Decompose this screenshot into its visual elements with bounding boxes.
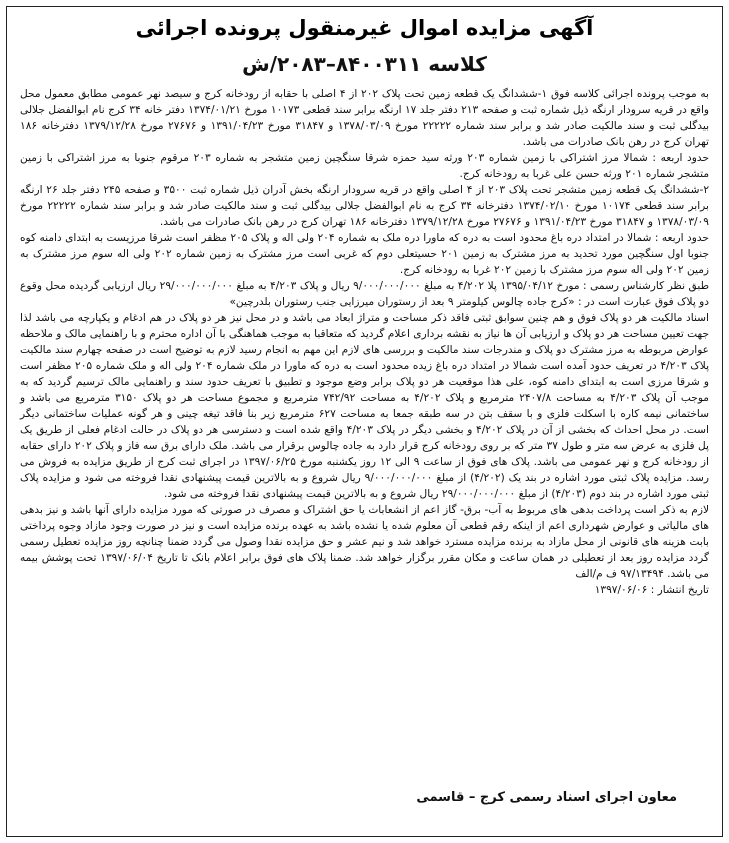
signature: معاون اجرای اسناد رسمی کرج – قاسمی — [416, 790, 677, 805]
case-number: کلاسه ۸۴۰۰۳۱۱–۲۰۸۳/ش — [242, 52, 487, 76]
publication-date: تاریخ انتشار : ۱۳۹۷/۰۶/۰۶ — [594, 584, 709, 596]
paragraph-appraisal: طبق نظر کارشناس رسمی : مورخ ۱۳۹۵/۰۴/۱۲ پلا ۴/۲۰۲ به مبلغ ۹/۰۰۰/۰۰۰/۰۰۰ ریال و پلاک ۴/۲۰۳ به مبلغ ۲۹/۰۰۰/۰۰۰/۰۰۰ ریال ارزیابی گردیده محل وقوع دو پلاک فوق عبارت است در : «کرج جاده چالوس کیلومتر ۹ بعد از رستوران میرزایی جنب رستوران بلدرچین» — [20, 280, 710, 308]
paragraph-conditions: لازم به ذکر است پرداخت بدهی های مربوط به آب- برق- گاز اعم از انشعابات یا حق اشتراک و مصرف در صورتی که مورد مزایده دارای آنها باشد و نیز بدهی های مالیاتی و عوارض شهرداری اعم از اینکه رقم قطعی آن معلوم شده یا نشده باشد به عهده برنده مزایده است و نیز در صورت وجود مازاد وجوه پرداختی بابت هزینه های قانونی از محل مازاد به برنده مزایده مسترد خواهد شد و نیم عشر و حق مزایده نقدا وصول می گردد ضمنا چنانچه روز مزایده تعطیل رسمی گردد مزایده روز بعد از تعطیلی در همان ساعت و مکان مقرر برگزار خواهد شد. ضمنا پلاک های فوق برابر اعلام بانک تا تاریخ ۱۳۹۷/۰۶/۰۴ تحت پوشش بیمه می باشد. ۹۷/۱۳۴۹۴ ف م/الف — [20, 504, 709, 580]
notice-title: آگهی مزایده اموال غیرمنقول پرونده اجرائی — [135, 16, 594, 40]
paragraph-property-one: به موجب پرونده اجرائی کلاسه فوق ۱-ششدانگ یک قطعه زمین تحت پلاک ۲۰۲ از ۴ اصلی با حقابه از رودخانه کرج و سیصد نهر عمومی مطابق معمول محل واقع در قریه سرودار ارنگه ذیل شماره ثبت و صفحه ۲۱۳ دفتر جلد ۱۷ ارنگه برابر سند قطعی ۱۰۱۷۳ مورخ ۱۳۷۴/۰۱/۲۱ دفتر خانه ۳۴ کرج نام ابوالفضل جلالی بیدگلی ثبت و سند مالکیت صادر شد و برابر سند شماره ۲۲۲۲۲ مورخ ۱۳۷۸/۰۳/۰۹ و ۳۱۸۴۷ مورخ ۱۳۹۱/۰۴/۲۳ و ۲۷۶۷۶ مورخ ۱۳۷۹/۱۲/۲۸ دفترخانه ۱۸۶ تهران کرج در رهن بانک صادرات می باشد. — [20, 88, 710, 148]
paragraph-property-two: ۲-ششدانگ یک قطعه زمین متشجر تحت پلاک ۲۰۳ از ۴ اصلی واقع در قریه سرودار ارنگه بخش آدران ذیل شماره ثبت ۳۵۰۰ و صفحه ۲۴۵ دفتر جلد ۲۶ ارنگه برابر سند قطعی ۱۰۱۷۴ مورخ ۱۳۷۴/۰۲/۱۰ دفترخانه ۳۴ کرج به نام ابوالفضل جلالی بیدگلی ثبت و سند مالکیت صادر شد و برابر سند شماره ۲۲۲۲۲ مورخ ۱۳۷۸/۰۳/۰۹ و ۳۱۸۴۷ مورخ ۱۳۹۱/۰۴/۲۳ و ۲۷۶۷۶ مورخ ۱۳۷۹/۱۲/۲۸ دفترخانه ۱۸۶ تهران کرج در رهن بانک صادرات می باشد. — [20, 184, 710, 228]
paragraph-description: اسناد مالکیت هر دو پلاک فوق و هم چنین سوابق ثبتی فاقد ذکر مساحت و متراژ ابعاد می باشد و در محل نیز هر دو پلاک در هم ادغام و یکپارچه می باشد لذا جهت تعیین مساحت هر دو پلاک و ارزیابی آن ها نیاز به نقشه برداری اعلام گردید که متعاقبا به موجب هماهنگی با آن اداره محترم و با راهنمایی مالک و ملاحظه عوارض مربوطه به مرز مشترک دو پلاک و مندرجات سند مالکیت و بررسی های لازم این مهم به انجام رسید لازم به توضیح است در صفحه چهارم سند مالکیت پلاک ۴/۲۰۳ در تعریف حدود آمده است شمالا در امتداد دره باغ زیده محدود است به دره که ماورا در ملک شماره ۲۰۴ ولی اله و ملک شماره ۲۰۵ مظفر است و شرقا مرزی است به ابتدای دامنه کوه، علی هذا موقعیت هر دو پلاک برابر وضع موجود و تطبیق با تعریف حدود سند و راهنمایی مالک ترسیم گردید که به موجب آن پلاک ۴/۲۰۳ به مساحت ۲۴۰۷/۸ مترمربع و پلاک ۴/۲۰۲ به مساحت ۷۴۲/۹۲ مترمربع و مجموع مساحت هر دو پلاک ۳۱۵۰ مترمربع می باشد و ساختمانی نیمه کاره با اسکلت فلزی و با سقف بتن در سه طبقه جمعا به مساحت ۶۲۷ مترمربع زیر بنا فاقد تیغه چینی و هر گونه عملیات ساختمانی دیگر است. در محل احداث که بخشی از آن در پلاک ۴/۲۰۲ و بخشی دیگر در پلاک ۴/۲۰۳ واقع شده است و دسترسی هر دو پلاک در حالت ادغام فعلی از طریق یک پل فلزی به عرض سه متر و طول ۳۷ متر که بر روی رودخانه کرج قرار دارد به جاده چالوس برقرار می باشد. ملک دارای برق سه فاز و پلاک ۲۰۲ دارای حقابه از رودخانه کرج و نهر عمومی می باشد. پلاک های فوق از ساعت ۹ الی ۱۲ روز یکشنبه مورخ ۱۳۹۷/۰۶/۲۵ در اجرای ثبت کرج از طریق مزایده به فروش می رسد. مزایده پلاک ثبتی مورد اشاره در بند یک (۴/۲۰۲) از مبلغ ۹/۰۰۰/۰۰۰/۰۰۰ ریال شروع و به بالاترین قیمت پیشنهادی نقدا فروخته می شود و مزایده پلاک ثبتی مورد اشاره در بند دوم (۴/۲۰۳) از مبلغ ۲۹/۰۰۰/۰۰۰/۰۰۰ ریال شروع و به بالاترین قیمت پیشنهادی نقدا فروخته می شود. — [20, 312, 710, 500]
paragraph-boundaries-one: حدود اربعه : شمالا مرز اشتراکی با زمین شماره ۲۰۳ ورثه سید حمزه شرقا سنگچین زمین متشجر به شماره ۲۰۳ مرقوم جنوبا به مرز اشتراکی با زمین متشجر شماره ۲۰۱ ورثه حسن علی غربا به رودخانه کرج. — [20, 152, 709, 180]
notice-body — [20, 86, 709, 598]
paragraph-boundaries-two: حدود اربعه : شمالا در امتداد دره باغ محدود است به دره که ماورا دره ملک به شماره ۲۰۴ ولی اله و پلاک ۲۰۵ مظفر است شرقا مرزیست به ابتدای دامنه کوه جنوبا اول سنگچین مورد تحدید به مرز مشترک به زمین ۲۰۱ حسیتعلی دوم که غربی است مرز مشترک به زمین شماره ۲۰۲ ولی اله سوم مرز مشترک به زمین ۲۰۲ ولی اله سوم مرز مشترک با زمین ۲۰۲ غربا به رودخانه کرج. — [20, 232, 709, 276]
